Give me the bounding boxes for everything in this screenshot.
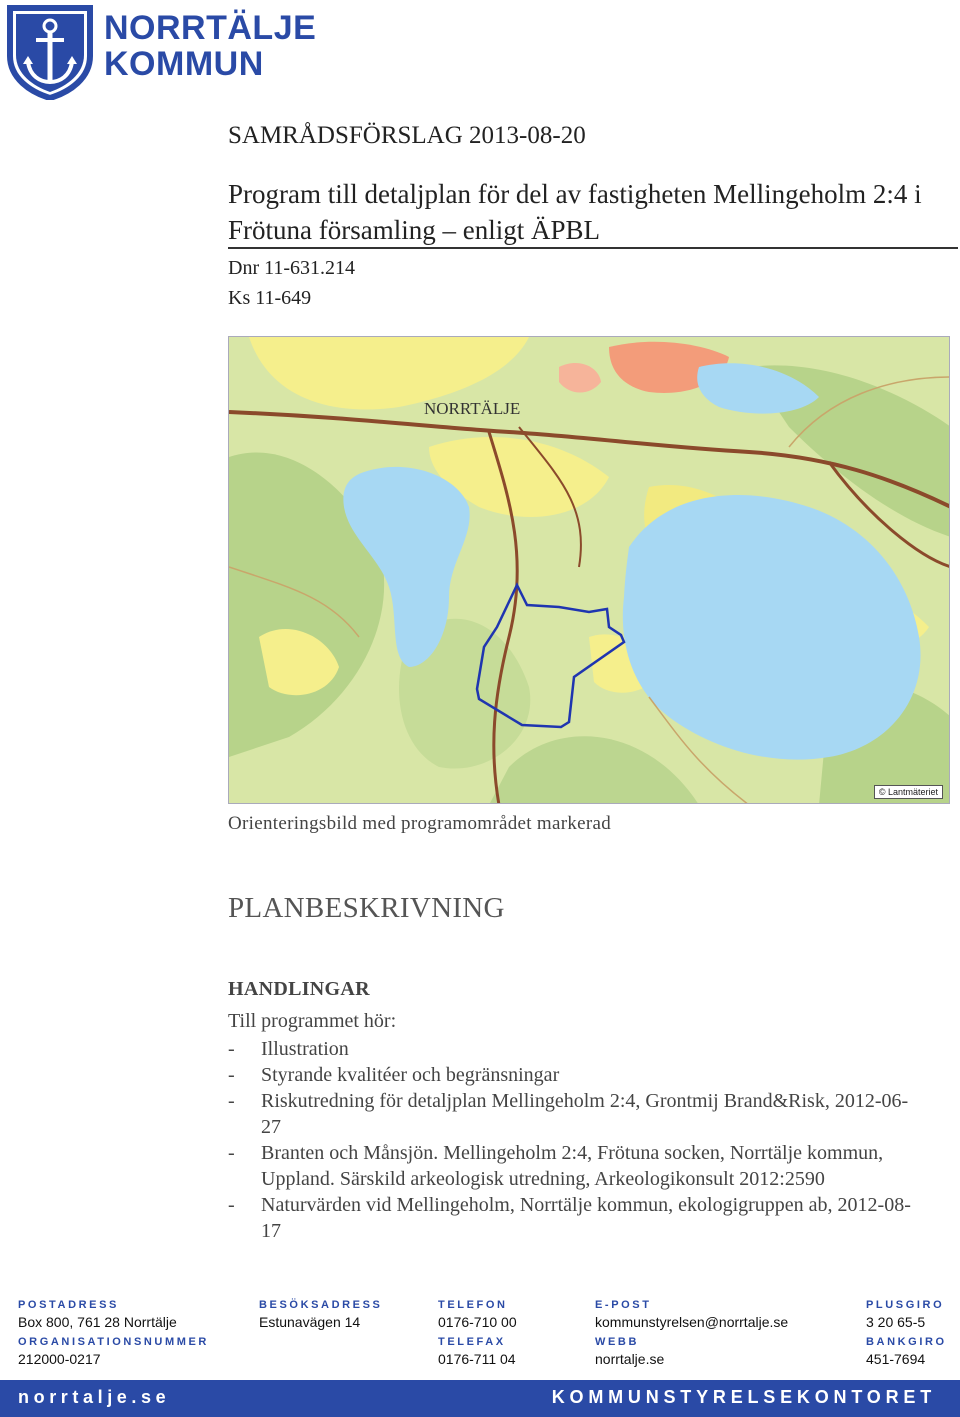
list-dash: -	[228, 1090, 235, 1112]
bankgiro-value: 451-7694	[866, 1351, 926, 1367]
document-title: Program till detaljplan för del av fastigheten Mellingeholm 2:4 i Frötuna församling – enligt ÄPBL	[228, 179, 922, 245]
besoksadress-value: Estunavägen 14	[259, 1314, 361, 1330]
list-item	[228, 1062, 928, 1088]
handlingar-list	[228, 1036, 928, 1244]
logo-line1: NORRTÄLJE	[104, 9, 317, 47]
list-item	[228, 1192, 928, 1244]
orientation-map	[228, 336, 950, 804]
list-dash: -	[228, 1194, 235, 1216]
telefon-value: 0176-710 00	[438, 1314, 517, 1330]
handlingar-intro: Till programmet hör:	[228, 1010, 397, 1032]
map-place-label: NORRTÄLJE	[424, 399, 521, 418]
list-dash: -	[228, 1064, 235, 1086]
anchor-shield-icon	[6, 4, 94, 100]
telefon-label: TELEFON	[438, 1299, 508, 1311]
document-subtitle: SAMRÅDSFÖRSLAG 2013-08-20	[228, 122, 586, 149]
diary-number: Dnr 11-631.214	[228, 257, 356, 279]
logo-line2: KOMMUN	[104, 45, 264, 83]
list-item-text: Branten och Månsjön. Mellingeholm 2:4, Frötuna socken, Norrtälje kommun, Uppland. Särskild arkeologisk utredning, Arkeologikonsult 2012:2590	[261, 1142, 884, 1190]
postadress-label: POSTADRESS	[18, 1299, 119, 1311]
telefax-label: TELEFAX	[438, 1336, 506, 1348]
orgnr-value: 212000-0217	[18, 1351, 101, 1367]
list-item-text: Illustration	[261, 1038, 349, 1060]
ks-number: Ks 11-649	[228, 287, 312, 309]
orgnr-label: ORGANISATIONSNUMMER	[18, 1336, 209, 1348]
list-dash: -	[228, 1142, 235, 1164]
webb-label: WEBB	[595, 1336, 640, 1348]
municipality-logo	[6, 4, 317, 100]
title-divider	[228, 247, 958, 249]
logo-wordmark	[104, 10, 316, 82]
list-item-text: Riskutredning för detaljplan Mellingeholm 2:4, Grontmij Brand&Risk, 2012-06-27	[261, 1090, 909, 1138]
list-item-text: Styrande kvalitéer och begränsningar	[261, 1064, 560, 1086]
epost-label: E-POST	[595, 1299, 652, 1311]
list-item	[228, 1140, 928, 1192]
list-item	[228, 1088, 928, 1140]
map-copyright: © Lantmäteriet	[874, 785, 943, 799]
map-caption: Orienteringsbild med programområdet markerad	[228, 813, 612, 834]
site-link[interactable]: norrtalje.se	[18, 1387, 171, 1407]
webb-link[interactable]: norrtalje.se	[595, 1351, 665, 1367]
section-title: PLANBESKRIVNING	[228, 892, 505, 924]
list-dash: -	[228, 1038, 235, 1060]
map-graphic	[229, 337, 950, 804]
office-name: KOMMUNSTYRELSEKONTORET	[551, 1387, 936, 1407]
plusgiro-label: PLUSGIRO	[866, 1299, 945, 1311]
plusgiro-value: 3 20 65-5	[866, 1314, 926, 1330]
besoksadress-label: BESÖKSADRESS	[259, 1299, 383, 1311]
bankgiro-label: BANKGIRO	[866, 1336, 947, 1348]
postadress-value: Box 800, 761 28 Norrtälje	[18, 1314, 177, 1330]
list-item	[228, 1036, 928, 1062]
handlingar-heading: HANDLINGAR	[228, 978, 370, 1000]
telefax-value: 0176-711 04	[438, 1351, 516, 1367]
epost-link[interactable]: kommunstyrelsen@norrtalje.se	[595, 1314, 789, 1330]
list-item-text: Naturvärden vid Mellingeholm, Norrtälje kommun, ekologigruppen ab, 2012-08-17	[261, 1194, 911, 1242]
footer-bar	[0, 1380, 960, 1417]
